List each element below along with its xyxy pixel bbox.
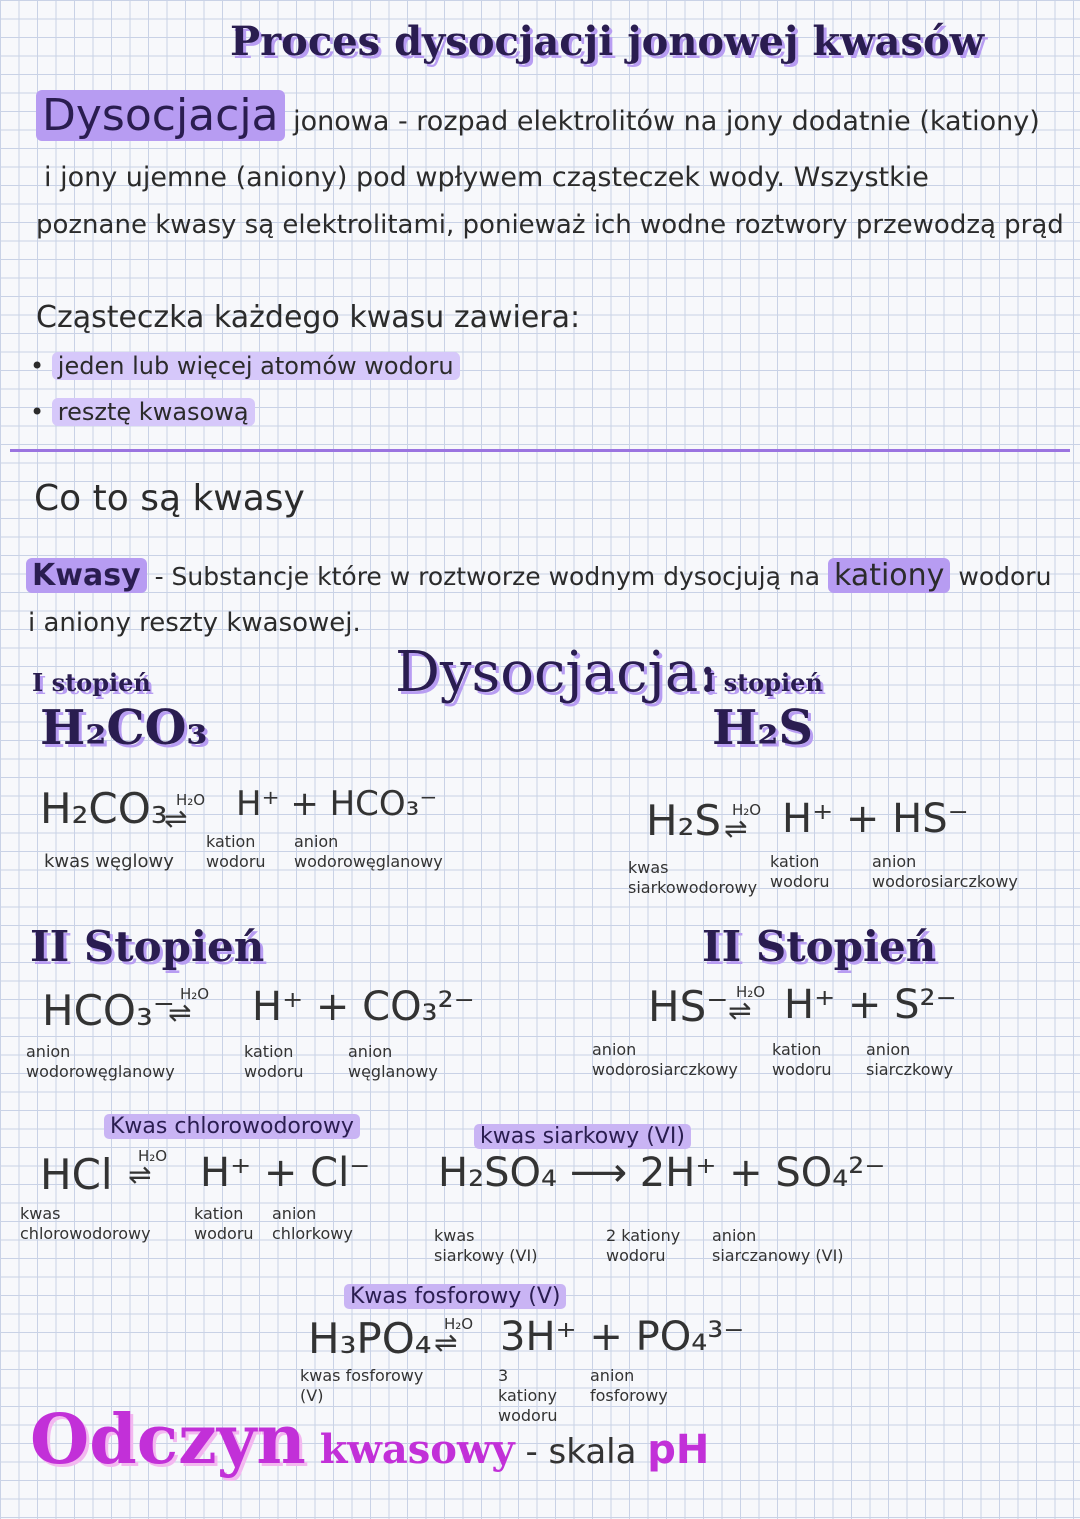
hcl-eq-left: HCl (40, 1150, 113, 1199)
h2co3-arrow: ⇌ (164, 802, 188, 835)
h2so4-label-acid: kwas siarkowy (VI) (434, 1226, 538, 1265)
h2s-eq2-water: H₂O (736, 983, 766, 1001)
h2co3-eq2-water: H₂O (180, 985, 210, 1003)
h2co3-label-acid: kwas węglowy (44, 851, 174, 872)
h2s-eq2-left: HS⁻ (648, 982, 729, 1031)
hcl-label-acid: kwas chlorowodorowy (20, 1204, 151, 1243)
page-title: Proces dysocjacji jonowej kwasów (230, 18, 985, 65)
h3po4-name: Kwas fosforowy (V) (344, 1284, 566, 1309)
h2co3-eq-left: H₂CO₃ (40, 784, 168, 833)
h2s-formula: H₂S (712, 700, 814, 756)
dissociation-label: Dysocjacja: (395, 640, 718, 705)
hcl-name: Kwas chlorowodorowy (104, 1114, 360, 1139)
h2s-eq2-arrow: ⇌ (728, 994, 752, 1027)
h2so4-name: kwas siarkowy (VI) (474, 1124, 691, 1149)
molecule-heading: Cząsteczka każdego kwasu zawiera: (36, 300, 581, 335)
dysocjacja-term: Dysocjacja (36, 90, 285, 141)
h3po4-eq-right: 3H⁺ + PO₄³⁻ (500, 1314, 745, 1360)
h2s-water: H₂O (732, 801, 762, 819)
intro-line-1: Dysocjacja jonowa - rozpad elektrolitów na jony dodatnie (kationy) (36, 90, 1040, 141)
hcl-water: H₂O (138, 1147, 168, 1165)
acids-def-line-1: Kwasy - Substancje które w roztworze wodnym dysocjują na kationy wodoru (26, 558, 1051, 593)
h2s-eq-left: H₂S (646, 796, 722, 845)
h3po4-label-cation: 3 kationy wodoru (498, 1366, 558, 1425)
acids-def-line-2: i aniony reszty kwasowej. (28, 608, 361, 638)
h2co3-eq2-arrow: ⇌ (168, 996, 192, 1029)
section-divider (10, 449, 1070, 452)
molecule-item-1: • jeden lub więcej atomów wodoru (30, 352, 460, 380)
h2co3-eq2-label-left: anion wodorowęglanowy (26, 1042, 175, 1081)
h3po4-label-anion: anion fosforowy (590, 1366, 668, 1405)
h2co3-stage2-label: II Stopień (30, 922, 265, 971)
h2s-eq-right: H⁺ + HS⁻ (782, 796, 969, 842)
h2so4-label-anion: anion siarczanowy (VI) (712, 1226, 844, 1265)
h2s-label-acid: kwas siarkowodorowy (628, 858, 758, 897)
h2so4-eq: H₂SO₄ ⟶ 2H⁺ + SO₄²⁻ (438, 1150, 886, 1196)
h2co3-eq2-left: HCO₃⁻ (42, 986, 175, 1035)
h2s-eq2-label-left: anion wodorosiarczkowy (592, 1040, 738, 1079)
h3po4-water: H₂O (444, 1315, 474, 1333)
h2s-label-anion: anion wodorosiarczkowy (872, 852, 1018, 891)
hcl-label-anion: anion chlorkowy (272, 1204, 353, 1243)
h2s-arrow: ⇌ (724, 812, 748, 845)
hcl-eq-right: H⁺ + Cl⁻ (200, 1150, 371, 1196)
intro-line-2: i jony ujemne (aniony) pod wpływem cząsteczek wody. Wszystkie (44, 162, 929, 193)
h2co3-eq2-label-cation: kation wodoru (244, 1042, 304, 1081)
h2so4-label-cation: 2 kationy wodoru (606, 1226, 681, 1265)
h2co3-eq2-label-anion: anion węglanowy (348, 1042, 438, 1081)
h2s-stage2-label: II Stopień (702, 922, 937, 971)
h3po4-label-acid: kwas fosforowy (V) (300, 1366, 424, 1405)
h2s-label-cation: kation wodoru (770, 852, 830, 891)
hcl-label-cation: kation wodoru (194, 1204, 254, 1243)
h2co3-eq-right: H⁺ + HCO₃⁻ (236, 784, 438, 824)
intro-line-3: poznane kwasy są elektrolitami, ponieważ ich wodne roztwory przewodzą prąd (36, 210, 1064, 240)
h2co3-label-cation: kation wodoru (206, 832, 266, 871)
h2s-eq2-label-anion: anion siarczkowy (866, 1040, 954, 1079)
footer-heading: Odczyn kwasowy - skala pH (30, 1400, 710, 1480)
molecule-item-2: • resztę kwasową (30, 398, 255, 426)
h2s-eq2-right: H⁺ + S²⁻ (784, 982, 957, 1028)
h2s-stage1-label: I stopień (704, 668, 823, 697)
h2co3-formula: H₂CO₃ (40, 700, 208, 756)
h2s-eq2-label-cation: kation wodoru (772, 1040, 832, 1079)
hcl-arrow: ⇌ (128, 1158, 152, 1191)
h2co3-water: H₂O (176, 791, 206, 809)
h3po4-arrow: ⇌ (434, 1326, 458, 1359)
h2co3-eq2-right: H⁺ + CO₃²⁻ (252, 984, 475, 1030)
h3po4-eq-left: H₃PO₄ (308, 1314, 432, 1363)
acids-heading: Co to są kwasy (34, 478, 305, 519)
h2co3-stage1-label: I stopień (32, 668, 151, 697)
h2co3-label-anion: anion wodorowęglanowy (294, 832, 443, 871)
